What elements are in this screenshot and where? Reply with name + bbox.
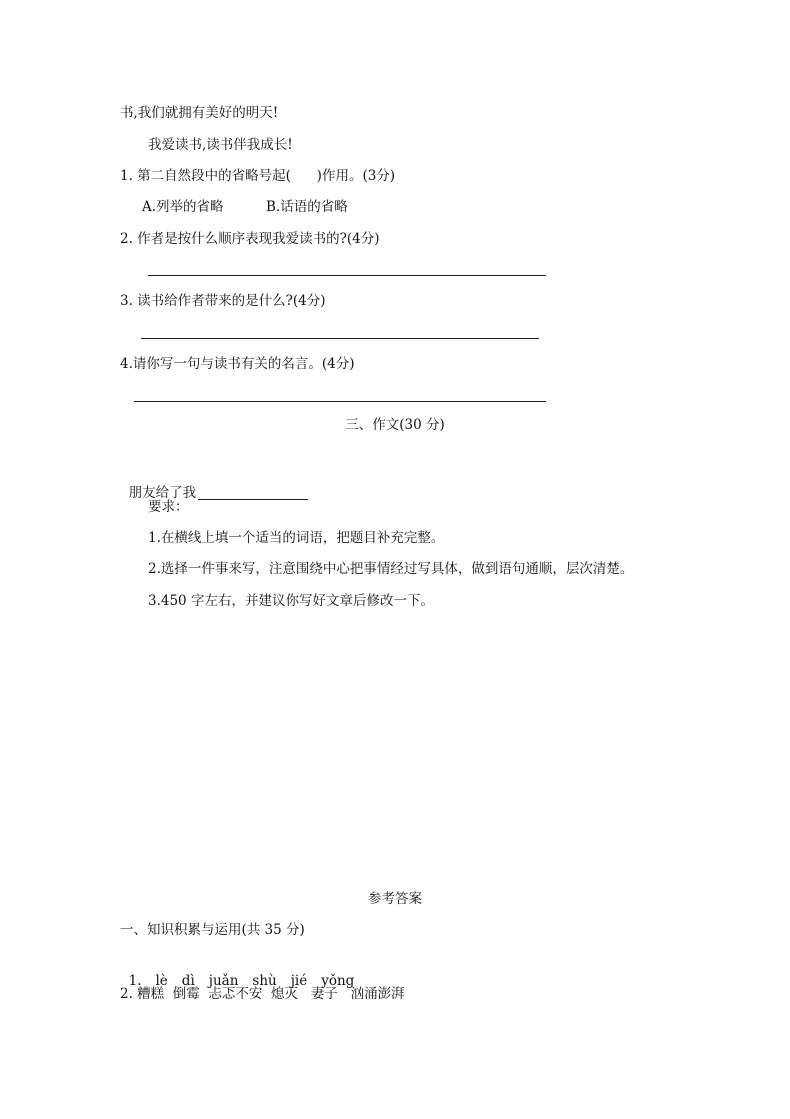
question-3: 3. 读书给作者带来的是什么?(4分) bbox=[120, 293, 326, 309]
pinyin-6: yǒng bbox=[321, 973, 355, 989]
answer-line-4[interactable] bbox=[134, 401, 546, 402]
passage-end-line-1: 书,我们就拥有美好的明天! bbox=[120, 105, 279, 121]
composition-title-prefix: 朋友给了我 bbox=[128, 485, 197, 501]
composition-title bbox=[120, 466, 308, 502]
composition-title-blank[interactable] bbox=[198, 485, 308, 500]
requirement-1: 1.在横线上填一个适当的词语，把题目补充完整。 bbox=[148, 530, 445, 546]
pinyin-5: jié bbox=[290, 973, 308, 989]
question-4: 4.请你写一句与读书有关的名言。(4分) bbox=[120, 356, 355, 372]
question-1-option-a: A.列举的省略 bbox=[142, 199, 224, 215]
question-2: 2. 作者是按什么顺序表现我爱读书的?(4分) bbox=[120, 231, 380, 247]
requirement-3: 3.450 字左右，并建议你写好文章后修改一下。 bbox=[148, 593, 434, 609]
answer-1-number: 1. bbox=[128, 973, 142, 989]
question-1: 1. 第二自然段中的省略号起( )作用。(3分) bbox=[120, 168, 396, 184]
requirement-2: 2.选择一件事来写，注意围绕中心把事情经过写具体，做到语句通顺，层次清楚。 bbox=[148, 561, 634, 577]
question-1-option-b: B.话语的省略 bbox=[266, 199, 348, 215]
passage-end-line-2: 我爱读书,读书伴我成长! bbox=[148, 137, 293, 153]
pinyin-1: lè bbox=[155, 973, 168, 989]
answer-line-3[interactable] bbox=[141, 338, 539, 339]
composition-heading: 三、作文(30 分) bbox=[345, 417, 445, 433]
pinyin-3: juǎn bbox=[208, 973, 239, 989]
pinyin-2: dì bbox=[181, 973, 195, 989]
answers-heading: 参考答案 bbox=[368, 891, 422, 907]
answer-2: 2. 糟糕 倒霉 忐忑不安 熄灭 妻子 汹涌澎湃 bbox=[120, 986, 405, 1002]
requirements-label: 要求： bbox=[148, 499, 189, 515]
pinyin-4: shù bbox=[252, 973, 277, 989]
answer-line-2[interactable] bbox=[148, 275, 546, 276]
answers-section-1: 一、知识积累与运用(共 35 分) bbox=[120, 922, 305, 938]
